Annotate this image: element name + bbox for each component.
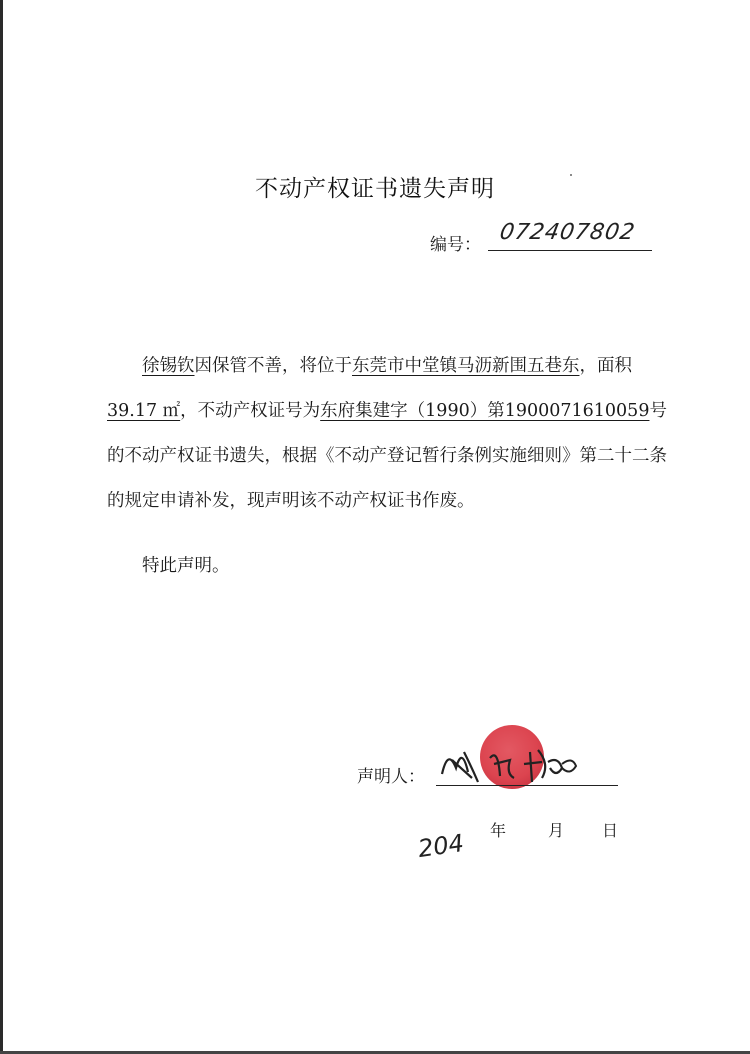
scan-edge-left (0, 0, 3, 1054)
paragraph-text-1: 因保管不善，将位于 (194, 356, 352, 376)
property-location: 东莞市中堂镇马沥新围五巷东 (352, 356, 580, 376)
document-number-label: 编号： (430, 235, 481, 255)
document-number-value: 072407802 (497, 220, 638, 245)
declaration-body (107, 344, 667, 589)
month-label: 月 (548, 821, 565, 840)
paragraph-text-2: ，面积 (579, 356, 632, 376)
year-label: 年 (490, 821, 507, 840)
declarant-label: 声明人： (357, 767, 425, 787)
document-number-row (430, 220, 660, 256)
certificate-number: 东府集建字（1990）第1900071610059 (320, 401, 650, 421)
document-number-underline (488, 250, 652, 251)
handwritten-year: 204 (416, 828, 466, 864)
handwritten-signature (438, 738, 588, 788)
document-title: 不动产权证书遗失声明 (255, 176, 495, 202)
owner-name: 徐锡钦 (142, 356, 195, 376)
closing-statement: 特此声明。 (142, 556, 230, 576)
property-area: 39.17 ㎡ (107, 401, 181, 421)
declaration-paragraph (107, 344, 667, 524)
paragraph-text-4: 号的不动产权证书遗失，根据《不动产登记暂行条例实施细则》第二十二条的规定申请补发，现声明该不动产权证书作废。 (107, 401, 667, 511)
signature-underline (436, 785, 618, 786)
paragraph-text-3: ，不动产权证号为 (180, 401, 321, 421)
day-label: 日 (602, 821, 619, 840)
